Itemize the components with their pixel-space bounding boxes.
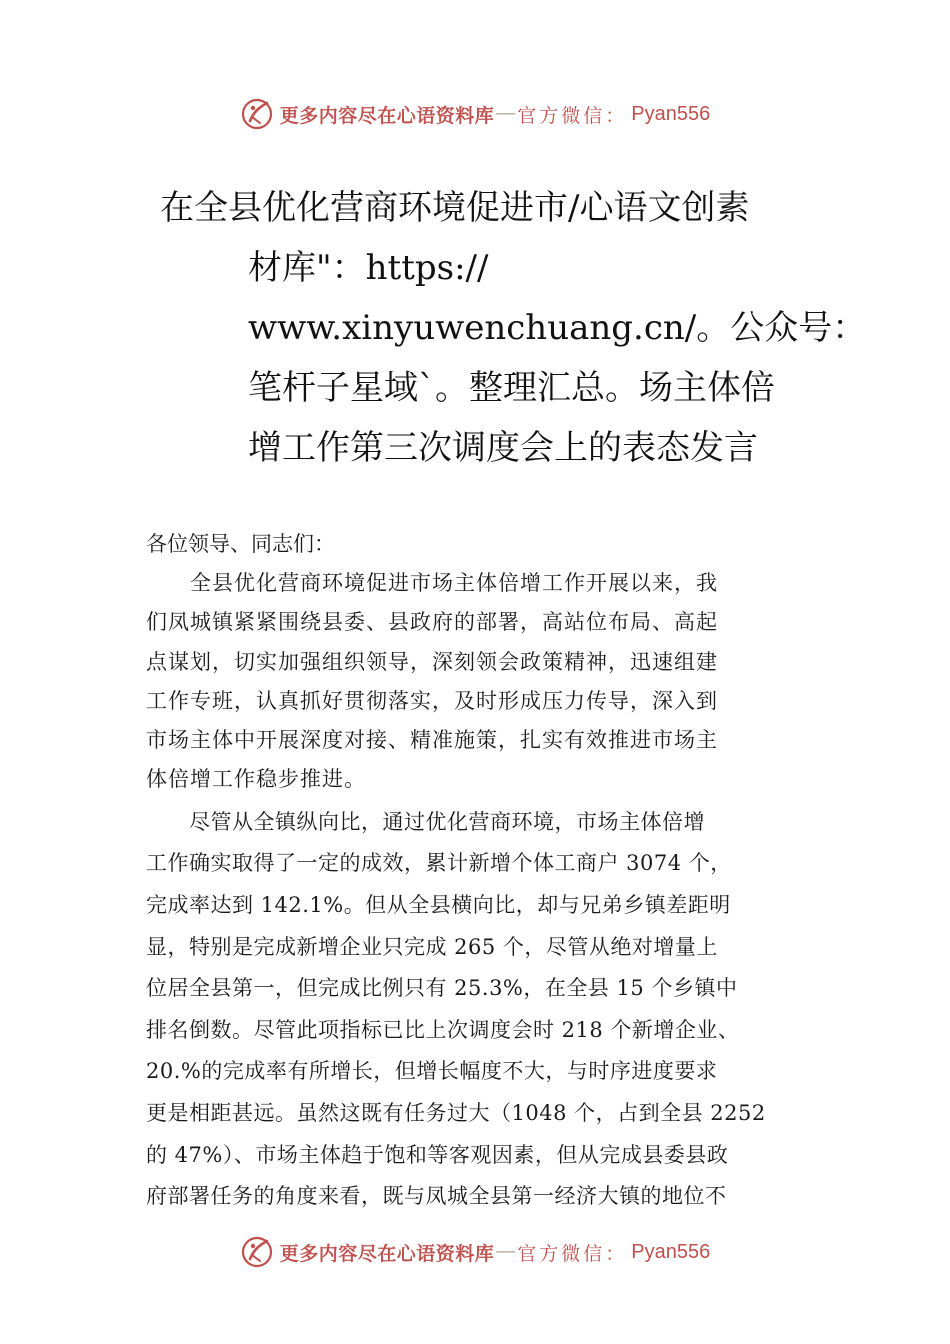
text-line: 排名倒数。尽管此项指标已比上次调度会时 218 个新增企业、	[146, 1017, 740, 1042]
logo-icon	[240, 97, 274, 131]
banner-separator: —	[496, 1241, 516, 1262]
salutation: 各位领导、同志们：	[146, 532, 335, 556]
text-line: 位居全县第一，但完成比例只有 25.3%，在全县 15 个乡镇中	[146, 976, 738, 1001]
document-title	[160, 178, 867, 478]
header-banner	[0, 94, 950, 134]
text-line: 府部署任务的角度来看，既与凤城全县第一经济大镇的地位不	[146, 1184, 727, 1209]
title-line: 笔杆子星域`。整理汇总。场主体倍	[248, 368, 775, 408]
text-line: 显，特别是完成新增企业只完成 265 个，尽管从绝对增量上	[146, 934, 718, 959]
banner-separator: —	[496, 103, 516, 124]
text-line: 工作确实取得了一定的成效，累计新增个体工商户 3074 个，	[146, 851, 732, 876]
banner-wechat-id: Pyan556	[631, 1240, 711, 1263]
paragraph-1	[146, 564, 806, 800]
text-line: 全县优化营商环境促进市场主体倍增工作开展以来，我	[146, 571, 718, 595]
banner-main-text: 更多内容尽在心语资料库	[279, 104, 495, 127]
footer-banner	[0, 1232, 950, 1272]
title-line: 在全县优化营商环境促进市/心语文创素	[160, 188, 750, 228]
banner-wechat-id: Pyan556	[631, 102, 711, 125]
title-line: 材库"：https://	[248, 248, 489, 288]
text-line: 市场主体中开展深度对接、精准施策，扎实有效推进市场主	[146, 728, 718, 753]
text-line: 点谋划，切实加强组织领导，深刻领会政策精神，迅速组建	[146, 649, 718, 674]
paragraph-2	[146, 802, 806, 1218]
banner-wechat-label: 官方微信：	[517, 1242, 628, 1265]
text-line: 的 47%）、市场主体趋于饱和等客观因素，但从完成县委县政	[146, 1142, 729, 1167]
banner-wechat-label: 官方微信：	[517, 104, 628, 127]
text-line: 完成率达到 142.1%。但从全县横向比，却与兄弟乡镇差距明	[146, 892, 731, 917]
document-body	[146, 524, 806, 1218]
text-line: 20.%的完成率有所增长，但增长幅度不大，与时序进度要求	[146, 1059, 718, 1084]
text-line: 工作专班，认真抓好贯彻落实，及时形成压力传导，深入到	[146, 688, 718, 713]
text-line: 尽管从全镇纵向比，通过优化营商环境，市场主体倍增	[146, 809, 705, 834]
title-line: 增工作第三次调度会上的表态发言	[248, 428, 758, 468]
logo-icon	[240, 1235, 274, 1269]
title-line: www.xinyuwenchuang.cn/。公众号：	[248, 308, 867, 348]
text-line: 更是相距甚远。虽然这既有任务过大（1048 个，占到全县 2252	[146, 1100, 766, 1125]
text-line: 体倍增工作稳步推进。	[146, 767, 366, 792]
banner-main-text: 更多内容尽在心语资料库	[279, 1242, 495, 1265]
text-line: 们凤城镇紧紧围绕县委、县政府的部署，高站位布局、高起	[146, 610, 718, 635]
